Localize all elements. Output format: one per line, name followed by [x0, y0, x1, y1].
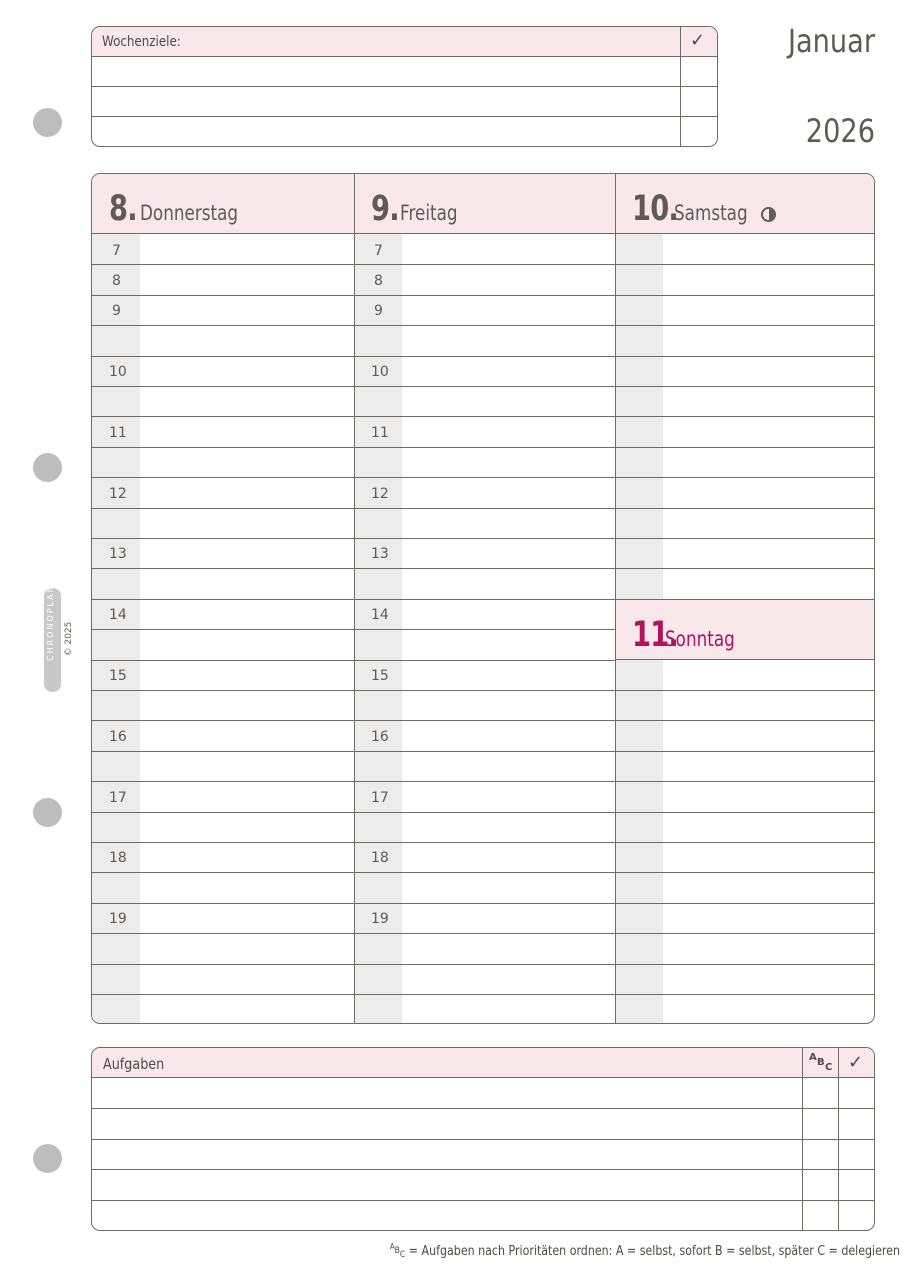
- day-name: Donnerstag: [140, 201, 239, 225]
- weekly-goals-label: Wochenziele:: [102, 34, 181, 50]
- task-line[interactable]: [92, 1200, 874, 1201]
- hour-label: 15: [109, 668, 127, 684]
- schedule-line[interactable]: [615, 690, 875, 691]
- hour-label: 16: [371, 729, 389, 745]
- schedule-line[interactable]: [615, 933, 875, 934]
- hour-label: 11: [109, 425, 127, 441]
- tasks-label: Aufgaben: [103, 1055, 165, 1073]
- day-header-thursday: [92, 174, 354, 234]
- day-name: Sonntag: [665, 627, 735, 651]
- day-number: 9.: [371, 189, 399, 229]
- weekly-goals-header: [92, 27, 717, 57]
- hour-label: 10: [109, 364, 127, 380]
- legend-b: B: [394, 1246, 400, 1256]
- brand-label: CHRONOPLAN: [46, 584, 55, 661]
- hour-label: 14: [109, 607, 127, 623]
- hour-label: 8: [112, 273, 121, 289]
- priority-b: B: [817, 1057, 825, 1068]
- hour-label: 7: [374, 243, 383, 259]
- day-header-sunday: [615, 599, 875, 660]
- hour-label: 17: [109, 790, 127, 806]
- legend-c: C: [399, 1250, 406, 1260]
- punch-hole: [33, 453, 62, 482]
- legend-a: A: [390, 1242, 395, 1251]
- hour-label: 9: [112, 303, 121, 319]
- hour-label: 7: [112, 243, 121, 259]
- day-number: 8.: [109, 189, 137, 229]
- schedule-line[interactable]: [615, 781, 875, 782]
- half-moon-icon: [761, 207, 776, 222]
- hour-label: 8: [374, 273, 383, 289]
- schedule-line[interactable]: [615, 416, 875, 417]
- column-divider: [615, 174, 616, 1023]
- hour-label: 19: [109, 911, 127, 927]
- priority-legend: [300, 1242, 901, 1260]
- schedule-line[interactable]: [615, 386, 875, 387]
- hour-label: 18: [109, 850, 127, 866]
- hour-label: 11: [371, 425, 389, 441]
- hour-label: 17: [371, 790, 389, 806]
- hour-label: 19: [371, 911, 389, 927]
- day-name: Samstag: [674, 201, 748, 225]
- checkmark-icon: ✓: [690, 30, 706, 50]
- day-header-friday: [354, 174, 615, 234]
- schedule-line[interactable]: [615, 538, 875, 539]
- task-line[interactable]: [92, 1139, 874, 1140]
- hour-label: 13: [371, 546, 389, 562]
- schedule-line[interactable]: [615, 994, 875, 995]
- schedule-line[interactable]: [615, 872, 875, 873]
- schedule-line[interactable]: [615, 325, 875, 326]
- tasks-header: [92, 1048, 874, 1078]
- hour-label: 10: [371, 364, 389, 380]
- weekly-goals-box: [91, 26, 718, 147]
- priority-a: A: [809, 1052, 817, 1063]
- schedule-line[interactable]: [615, 751, 875, 752]
- day-name: Freitag: [400, 201, 458, 225]
- hour-label: 12: [371, 486, 389, 502]
- checkmark-icon: ✓: [848, 1052, 864, 1073]
- year-title: 2026: [805, 112, 875, 150]
- hour-label: 15: [371, 668, 389, 684]
- schedule-line[interactable]: [615, 447, 875, 448]
- hour-label: 18: [371, 850, 389, 866]
- hour-label: 12: [109, 486, 127, 502]
- schedule-line[interactable]: [615, 720, 875, 721]
- task-line[interactable]: [92, 1169, 874, 1170]
- goal-line[interactable]: [92, 86, 717, 87]
- schedule-line[interactable]: [615, 903, 875, 904]
- schedule-line[interactable]: [615, 842, 875, 843]
- priority-c: C: [825, 1062, 833, 1073]
- schedule-line[interactable]: [615, 508, 875, 509]
- hour-label: 13: [109, 546, 127, 562]
- hour-label: 16: [109, 729, 127, 745]
- month-title: Januar: [787, 22, 875, 60]
- goal-line[interactable]: [92, 116, 717, 117]
- hour-label: 14: [371, 607, 389, 623]
- tasks-box: [91, 1047, 875, 1231]
- legend-text: = Aufgaben nach Prioritäten ordnen: A = selbst, sofort B = selbst, später C = delegieren: [405, 1244, 901, 1259]
- schedule-line[interactable]: [615, 356, 875, 357]
- schedule-line[interactable]: [615, 812, 875, 813]
- punch-hole: [33, 1144, 62, 1173]
- punch-hole: [33, 108, 62, 137]
- day-number: 11.: [632, 615, 679, 655]
- punch-hole: [33, 798, 62, 827]
- task-line[interactable]: [92, 1108, 874, 1109]
- copyright-label: © 2025: [64, 621, 74, 657]
- schedule-line[interactable]: [615, 568, 875, 569]
- schedule-line[interactable]: [615, 295, 875, 296]
- week-grid: [91, 173, 875, 1024]
- column-divider: [354, 174, 355, 1023]
- schedule-line[interactable]: [615, 964, 875, 965]
- schedule-line[interactable]: [615, 264, 875, 265]
- schedule-line[interactable]: [615, 477, 875, 478]
- day-number: 10.: [632, 189, 679, 229]
- day-header-saturday: [615, 174, 875, 234]
- hour-label: 9: [374, 303, 383, 319]
